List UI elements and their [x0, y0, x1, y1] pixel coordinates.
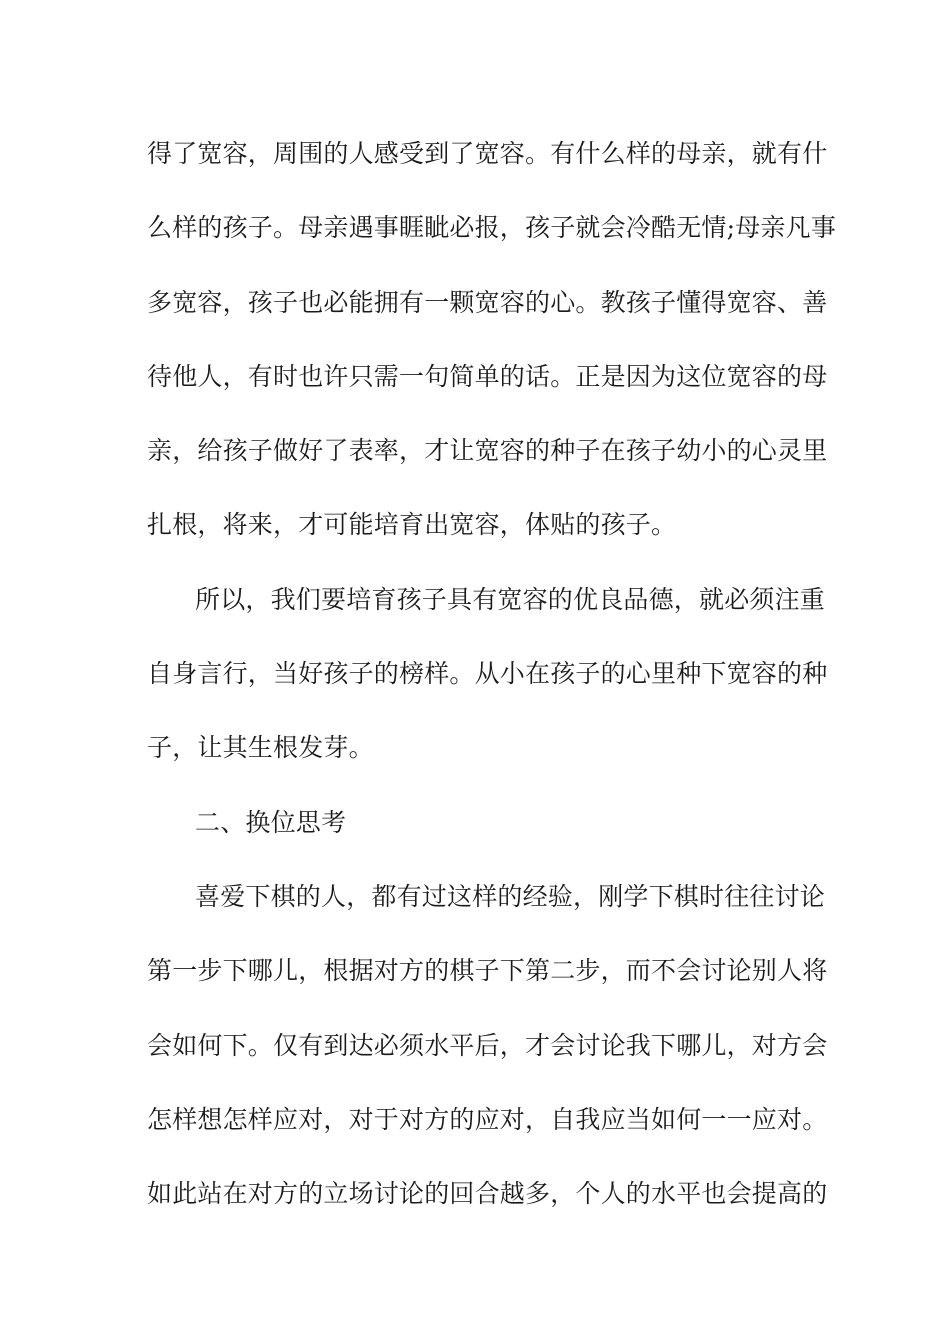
paragraph-line: 第一步下哪儿，根据对方的棋子下第二步，而不会讨论别人将 [147, 956, 828, 986]
paragraph-line: 子，让其生根发芽。 [147, 733, 374, 763]
paragraph-line: 所以，我们要培育孩子具有宽容的优良品德，就必须注重 [195, 584, 826, 614]
section-heading: 二、换位思考 [195, 807, 347, 837]
paragraph-line: 会如何下。仅有到达必须水平后，才会讨论我下哪儿，对方会 [147, 1030, 828, 1060]
paragraph-line: 自身言行，当好孩子的榜样。从小在孩子的心里种下宽容的种 [147, 659, 828, 689]
paragraph-line: 怎样想怎样应对，对于对方的应对，自我应当如何一一应对。 [147, 1104, 828, 1134]
paragraph-line: 如此站在对方的立场讨论的回合越多，个人的水平也会提高的 [147, 1179, 828, 1209]
paragraph-line: 扎根，将来，才可能培育出宽容，体贴的孩子。 [147, 510, 677, 540]
paragraph-line: 亲，给孩子做好了表率，才让宽容的种子在孩子幼小的心灵里 [147, 436, 828, 466]
paragraph-line: 喜爱下棋的人，都有过这样的经验，刚学下棋时往往讨论 [195, 881, 826, 911]
paragraph-line: 待他人，有时也许只需一句简单的话。正是因为这位宽容的母 [147, 361, 828, 391]
paragraph-line: 多宽容，孩子也必能拥有一颗宽容的心。教孩子懂得宽容、善 [147, 287, 828, 317]
paragraph-line: 么样的孩子。母亲遇事睚眦必报，孩子就会冷酷无情;母亲凡事 [147, 213, 837, 243]
document-body [147, 133, 837, 1247]
paragraph-line: 得了宽容，周围的人感受到了宽容。有什么样的母亲，就有什 [147, 139, 828, 168]
